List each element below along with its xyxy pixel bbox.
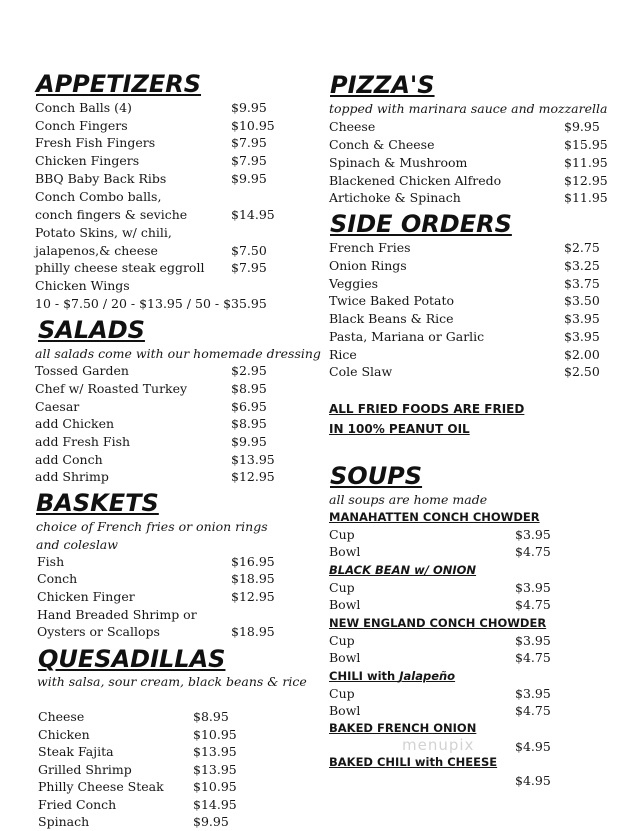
menu-item: add Shrimp $12.95 [35,469,275,484]
quesadillas-heading: QUESADILLAS [38,645,226,673]
menu-item: Caesar $6.95 [35,399,267,414]
soup-price: $4.95 [515,773,551,788]
menu-item: Chef w/ Roasted Turkey $8.95 [35,381,267,396]
baskets-note-line2: and coleslaw [36,537,118,552]
soup-name: BLACK BEAN w/ ONION [329,563,477,577]
soup-name: NEW ENGLAND CONCH CHOWDER [329,616,547,630]
menu-item: Veggies $3.75 [329,276,600,291]
soup-name: BAKED CHILI with CHEESE [329,755,498,769]
menu-item: Conch & Cheese $15.95 [329,137,608,152]
menu-item: Spinach & Mushroom $11.95 [329,155,608,170]
soups-heading: SOUPS [330,462,423,490]
pizzas-note: topped with marinara sauce and mozzarella [329,101,608,116]
menu-item: Bowl $4.75 [329,703,551,718]
menu-item: BBQ Baby Back Ribs $9.95 [35,171,267,186]
menu-item: Cole Slaw $2.50 [329,364,600,379]
combo-line1: Conch Combo balls, [35,189,162,204]
menu-item: Bowl $4.75 [329,597,551,612]
menu-item: Bowl $4.75 [329,650,551,665]
menu-item: Black Beans & Rice $3.95 [329,311,600,326]
menu-item: Fresh Fish Fingers $7.95 [35,135,267,150]
menu-item: Cup $3.95 [329,527,551,542]
menu-item: Tossed Garden $2.95 [35,363,267,378]
menu-item: Conch Fingers $10.95 [35,118,275,133]
menu-item: add Chicken $8.95 [35,416,267,431]
soup-name: BAKED FRENCH ONION [329,721,477,735]
soups-note: all soups are home made [329,492,488,507]
menu-item: Cup $3.95 [329,580,551,595]
soup-price: $4.95 [515,739,551,754]
soup-name: MANAHATTEN CONCH CHOWDER [329,510,540,524]
menu-item: Conch Balls (4) $9.95 [35,100,267,115]
menu-item: Twice Baked Potato $3.50 [329,293,600,308]
menu-item: Grilled Shrimp $13.95 [38,762,237,777]
menu-item: Steak Fajita $13.95 [38,744,237,759]
menu-item: Cup $3.95 [329,633,551,648]
skins-line1: Potato Skins, w/ chili, [35,225,172,240]
pizzas-heading: PIZZA'S [330,71,435,99]
menu-item: Spinach $9.95 [38,814,229,829]
menu-item: Onion Rings $3.25 [329,258,600,273]
quesadillas-note: with salsa, sour cream, black beans & rice [37,674,307,689]
soup-name: CHILI with Jalapeño [329,669,456,683]
menu-item: add Fresh Fish $9.95 [35,434,267,449]
menu-item: Bowl $4.75 [329,544,551,559]
menu-item: Philly Cheese Steak $10.95 [38,779,237,794]
menu-item: Pasta, Mariana or Garlic $3.95 [329,329,600,344]
salads-note: all salads come with our homemade dressing [35,346,321,361]
shrimp-line1: Hand Breaded Shrimp or [37,607,197,622]
menu-item: Cheese $8.95 [38,709,229,724]
salads-heading: SALADS [38,316,145,344]
peanut-oil-notice-line1: ALL FRIED FOODS ARE FRIED [329,402,525,416]
menu-item: Cheese $9.95 [329,119,600,134]
menu-item: Fish $16.95 [37,554,275,569]
menu-item: Fried Conch $14.95 [38,797,237,812]
menu-item: Oysters or Scallops $18.95 [37,624,275,639]
menu-item: Conch $18.95 [37,571,275,586]
wings-prices: 10 - $7.50 / 20 - $13.95 / 50 - $35.95 [35,296,267,311]
menu-item: add Conch $13.95 [35,452,275,467]
menu-item: Cup $3.95 [329,686,551,701]
menu-item: French Fries $2.75 [329,240,600,255]
menu-item: Chicken Fingers $7.95 [35,153,267,168]
baskets-heading: BASKETS [36,489,159,517]
side-orders-heading: SIDE ORDERS [330,210,512,238]
menu-item: Artichoke & Spinach $11.95 [329,190,608,205]
menu-item: conch fingers & seviche $14.95 [35,207,275,222]
menu-item: philly cheese steak eggroll $7.95 [35,260,267,275]
menu-item: Chicken $10.95 [38,727,237,742]
watermark: menupix [402,736,475,754]
menu-item: Blackened Chicken Alfredo $12.95 [329,173,608,188]
wings-name: Chicken Wings [35,278,130,293]
baskets-note-line1: choice of French fries or onion rings [36,519,268,534]
menu-item: jalapenos,& cheese $7.50 [35,243,267,258]
menu-item: Chicken Finger $12.95 [37,589,275,604]
menu-item: Rice $2.00 [329,347,600,362]
peanut-oil-notice-line2: IN 100% PEANUT OIL [329,422,470,436]
appetizers-heading: APPETIZERS [36,70,202,98]
